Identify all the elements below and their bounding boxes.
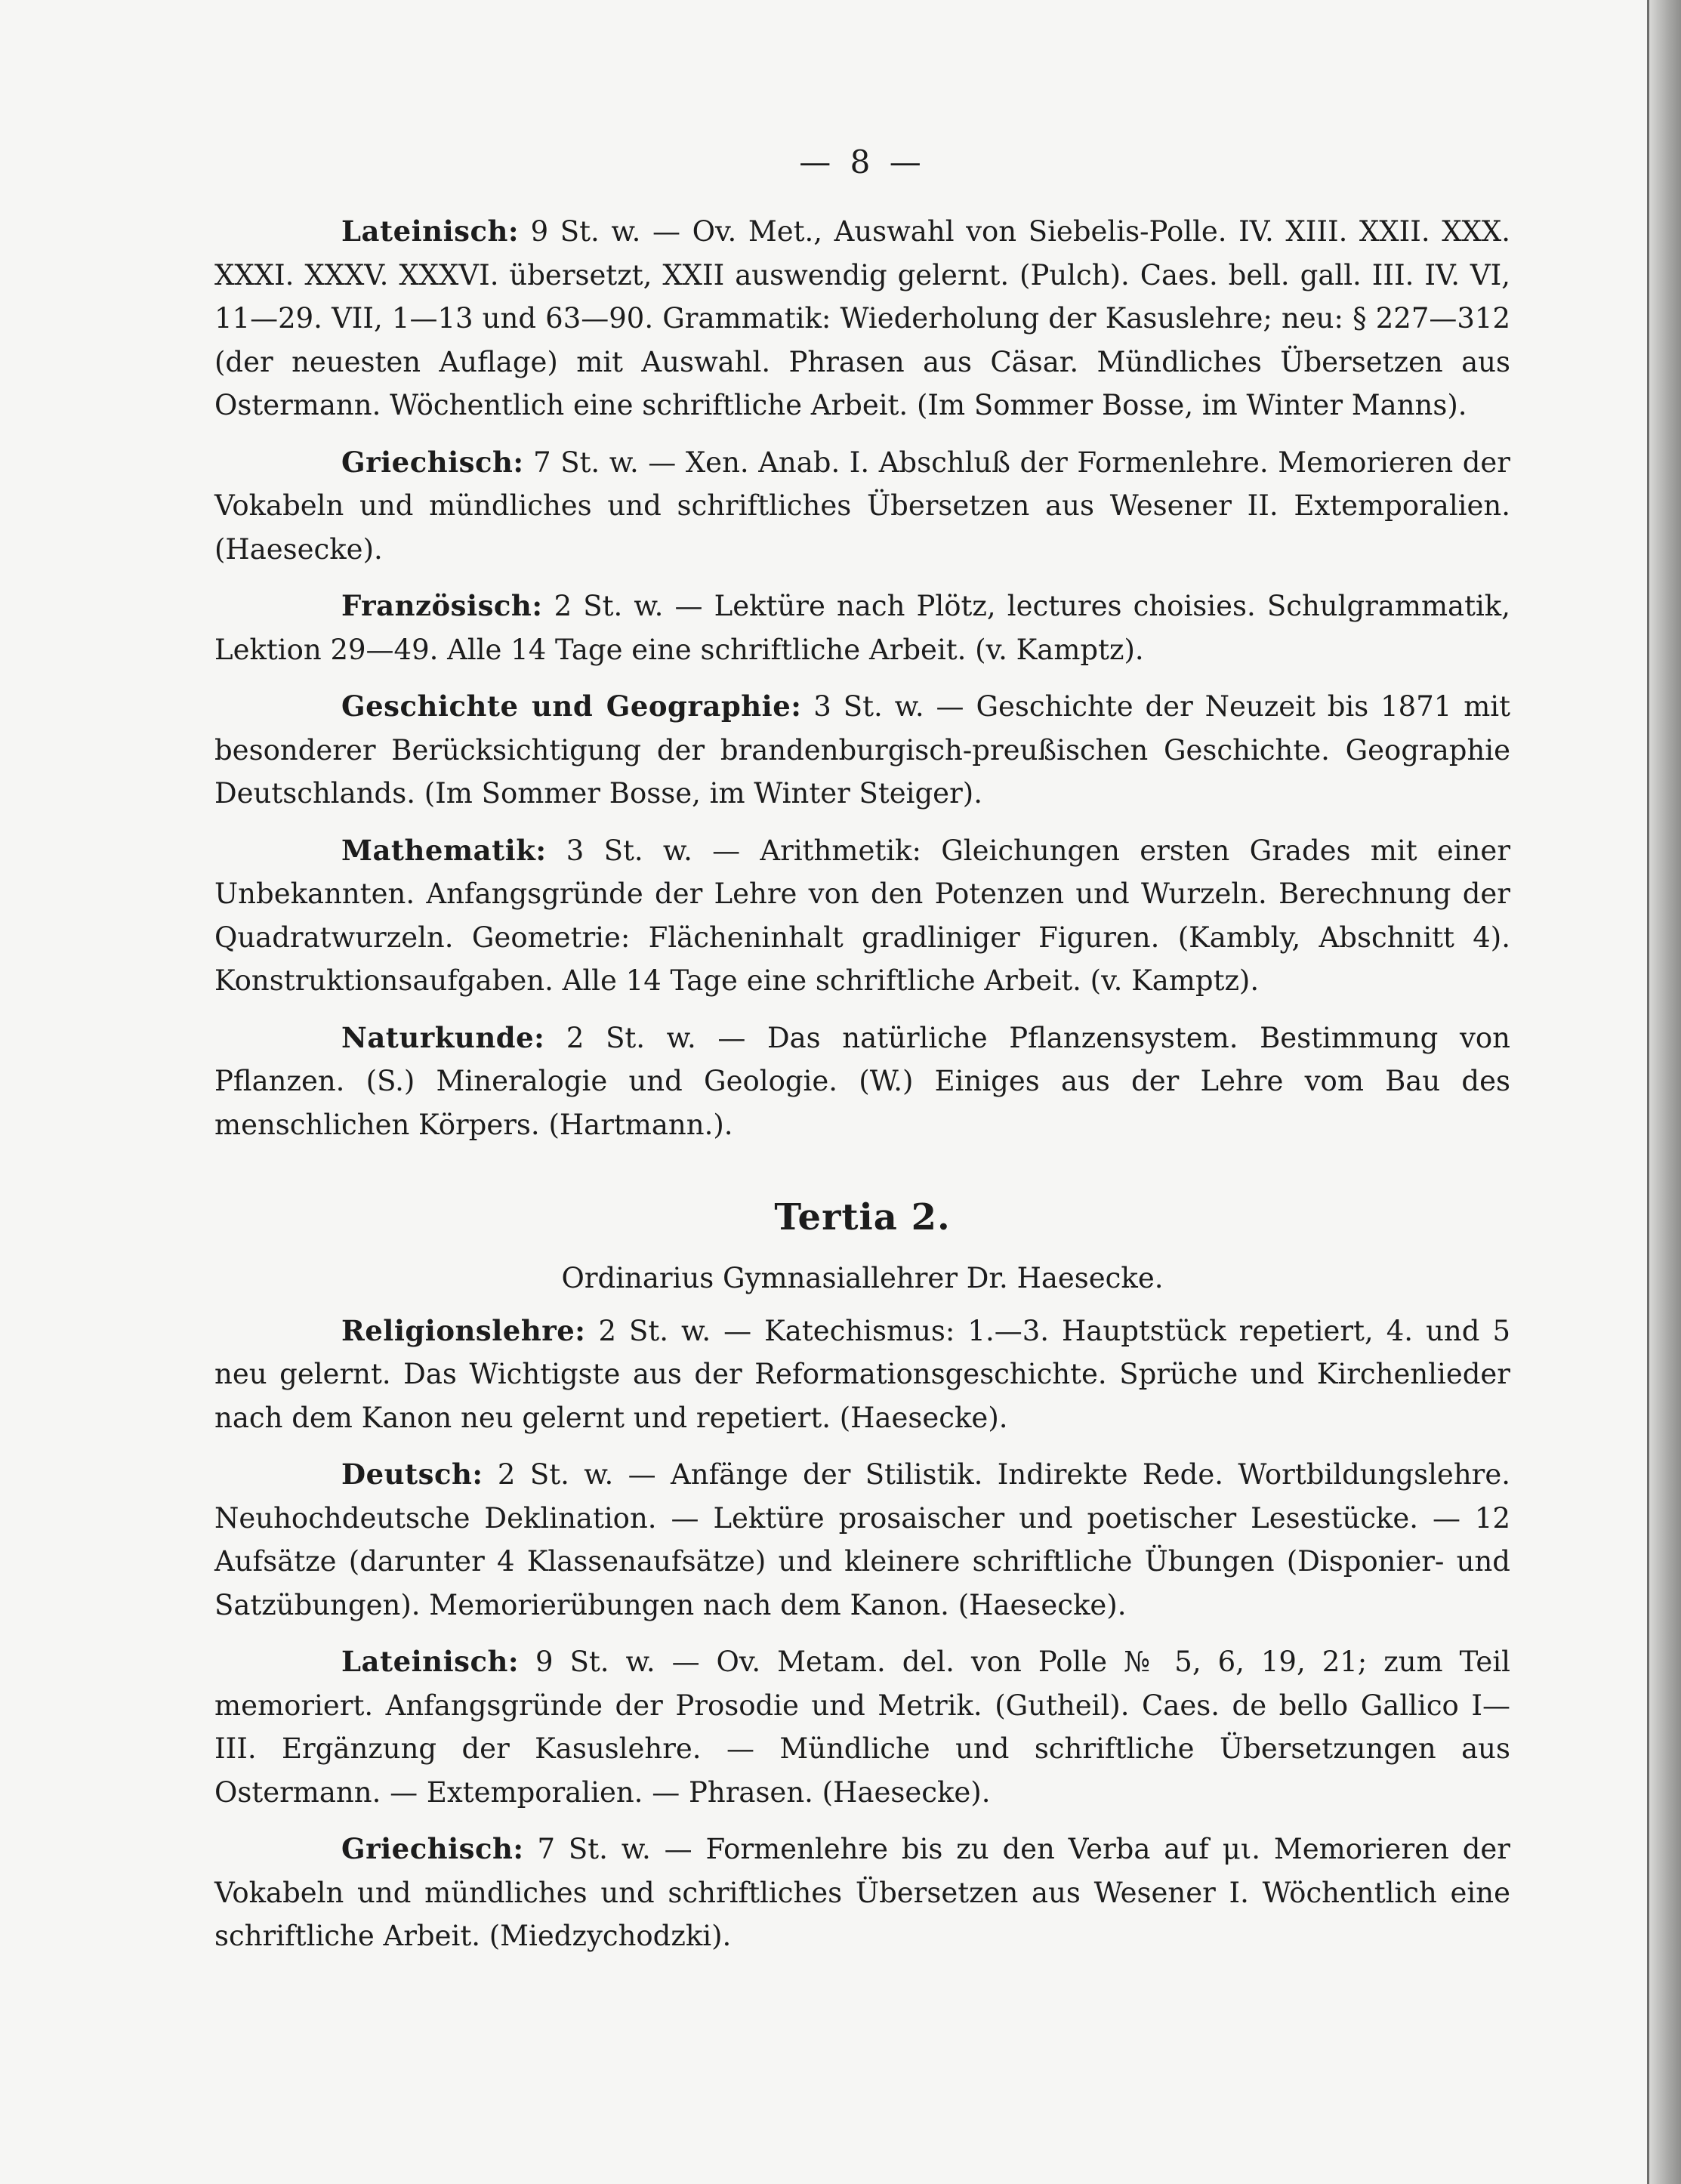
ordinarius-line: Ordinarius Gymnasiallehrer Dr. Haesecke.	[561, 1262, 1164, 1294]
paragraph-text: 2 St. w. — Anfänge der Stilistik. Indirekte Rede. Wortbildungslehre. Neuhochdeutsche Deklination. — Lektüre prosaischer und poetischer Lesestücke. — 12 Aufsätze (darunter 4 Klassenaufsätze) und kleinere schriftliche Übungen (Disponier- und Satzübungen). Memorierübungen nach dem Kanon. (Haesecke).	[214, 1458, 1510, 1621]
paragraph-mathematik	[214, 829, 1510, 1003]
paragraph-text: 3 St. w. — Arithmetik: Gleichungen ersten Grades mit einer Unbekannten. Anfangsgründe der Lehre von den Potenzen und Wurzeln. Berechnung der Quadratwurzeln. Geometrie: Flächeninhalt gradliniger Figuren. (Kambly, Abschnitt 4). Konstruktionsaufgaben. Alle 14 Tage eine schriftliche Arbeit. (v. Kamptz).	[214, 834, 1510, 997]
paragraph-geschichte-geographie	[214, 685, 1510, 816]
paragraph-franzoesisch	[214, 585, 1510, 671]
paragraph-lateinisch-2	[214, 1640, 1510, 1814]
subject-label: Lateinisch:	[341, 214, 520, 248]
subject-label: Naturkunde:	[341, 1020, 545, 1054]
paragraph-text: 7 St. w. — Formenlehre bis zu den Verba auf μι. Memorieren der Vokabeln und mündliches und schriftliches Übersetzen aus Wesener I. Wöchentlich eine schriftliche Arbeit. (Miedzychodzki).	[214, 1833, 1510, 1952]
text-block	[214, 143, 1510, 1972]
subject-label: Deutsch:	[341, 1458, 483, 1491]
paragraph-naturkunde	[214, 1016, 1510, 1147]
paragraph-text: 3 St. w. — Geschichte der Neuzeit bis 1871 mit besonderer Berücksichtigung der brandenburgisch-preußischen Geschichte. Geographie Deutschlands. (Im Sommer Bosse, im Winter Steiger).	[214, 690, 1510, 810]
paragraph-text: 2 St. w. — Lektüre nach Plötz, lectures choisies. Schulgrammatik, Lektion 29—49. Alle 14 Tage eine schriftliche Arbeit. (v. Kamptz).	[214, 590, 1510, 666]
subject-label: Geschichte und Geographie:	[341, 689, 802, 723]
paragraph-deutsch	[214, 1453, 1510, 1627]
subject-label: Mathematik:	[341, 833, 547, 867]
subject-label: Lateinisch:	[341, 1645, 520, 1678]
paragraph-griechisch-2	[214, 1828, 1510, 1958]
page-number: — 8 —	[799, 143, 926, 180]
paragraph-text: 2 St. w. — Katechismus: 1.—3. Hauptstück repetiert, 4. und 5 neu gelernt. Das Wichtigste aus der Reformationsgeschichte. Sprüche und Kirchenlieder nach dem Kanon neu gelernt und repetiert. (Haesecke).	[214, 1314, 1510, 1434]
paragraph-text: 9 St. w. — Ov. Met., Auswahl von Siebelis-Polle. IV. XIII. XXII. XXX. XXXI. XXXV. XXXVI. übersetzt, XXII auswendig gelernt. (Pulch). Caes. bell. gall. III. IV. VI, 11—29. VII, 1—13 und 63—90. Grammatik: Wiederholung der Kasuslehre; neu: § 227—312 (der neuesten Auflage) mit Auswahl. Phrasen aus Cäsar. Mündliches Übersetzen aus Ostermann. Wöchentlich eine schriftliche Arbeit. (Im Sommer Bosse, im Winter Manns).	[214, 215, 1510, 421]
subject-label: Französisch:	[341, 589, 543, 622]
paragraph-religionslehre	[214, 1309, 1510, 1440]
subject-label: Griechisch:	[341, 445, 524, 479]
subject-label: Religionslehre:	[341, 1313, 586, 1347]
paragraph-lateinisch-1	[214, 210, 1510, 427]
subject-label: Griechisch:	[341, 1832, 524, 1865]
paragraph-griechisch-1	[214, 441, 1510, 572]
paragraph-text: 9 St. w. — Ov. Metam. del. von Polle № 5, 6, 19, 21; zum Teil memoriert. Anfangsgründe der Prosodie und Metrik. (Gutheil). Caes. de bello Gallico I—III. Ergänzung der Kasuslehre. — Mündliche und schriftliche Übersetzungen aus Ostermann. — Extemporalien. — Phrasen. (Haesecke).	[214, 1646, 1510, 1809]
page-edge	[1649, 0, 1681, 2184]
section-heading: Tertia 2.	[774, 1196, 951, 1239]
paragraph-text: 2 St. w. — Das natürliche Pflanzensystem. Bestimmung von Pflanzen. (S.) Mineralogie und Geologie. (W.) Einiges aus der Lehre vom Bau des menschlichen Körpers. (Hartmann.).	[214, 1021, 1510, 1141]
paragraph-text: 7 St. w. — Xen. Anab. I. Abschluß der Formenlehre. Memorieren der Vokabeln und mündliches und schriftliches Übersetzen aus Wesener II. Extemporalien. (Haesecke).	[214, 446, 1510, 566]
